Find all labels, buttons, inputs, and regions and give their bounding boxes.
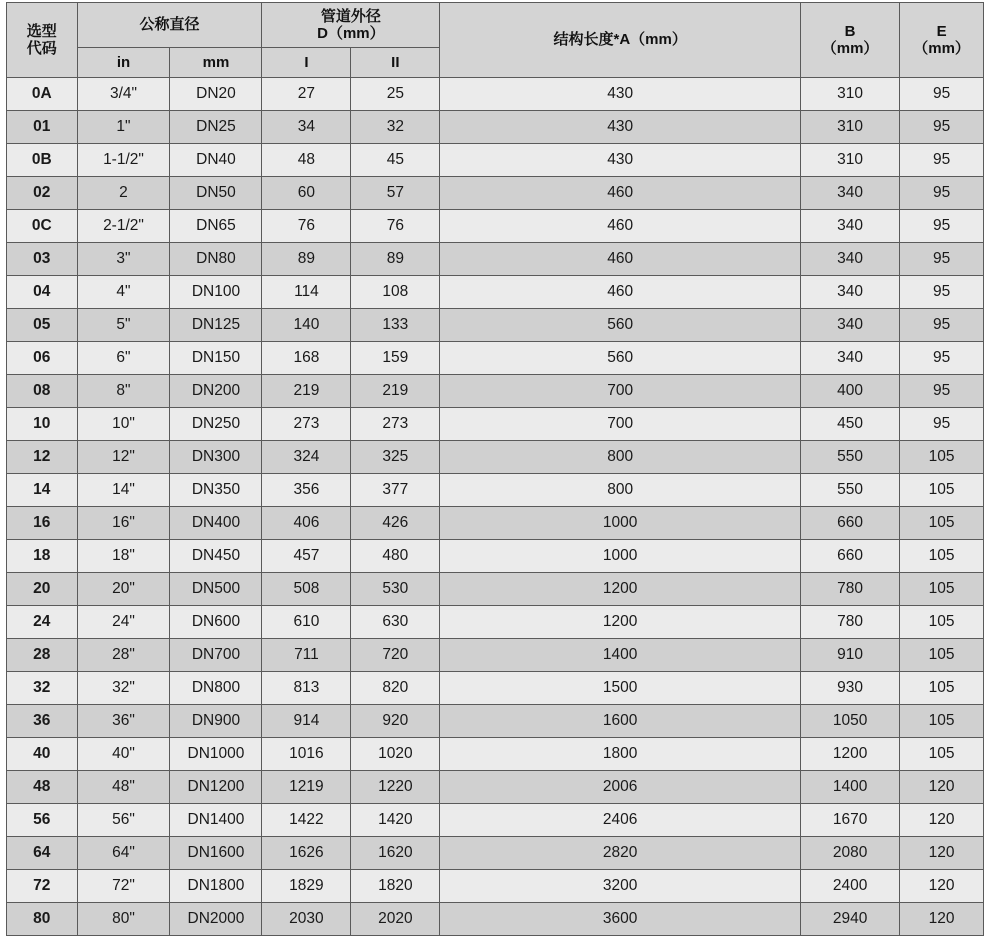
cell-pipe-od-ii: 530: [351, 573, 440, 606]
header-b-line1: B: [844, 22, 856, 40]
cell-nominal-in: 48": [77, 771, 170, 804]
cell-pipe-od-ii: 325: [351, 441, 440, 474]
cell-structural-length: 1200: [440, 573, 801, 606]
cell-e: 95: [900, 342, 984, 375]
cell-structural-length: 800: [440, 441, 801, 474]
table-row: [7, 243, 984, 276]
cell-nominal-in: 10": [77, 408, 170, 441]
cell-code: 0C: [7, 210, 78, 243]
cell-pipe-od-ii: 630: [351, 606, 440, 639]
table-row: [7, 771, 984, 804]
cell-b: 780: [801, 573, 900, 606]
cell-code: 0B: [7, 144, 78, 177]
cell-nominal-mm: DN250: [170, 408, 262, 441]
cell-nominal-in: 8": [77, 375, 170, 408]
cell-pipe-od-ii: 2020: [351, 903, 440, 936]
cell-b: 340: [801, 276, 900, 309]
cell-b: 340: [801, 210, 900, 243]
cell-pipe-od-i: 27: [262, 78, 351, 111]
cell-structural-length: 2006: [440, 771, 801, 804]
cell-structural-length: 800: [440, 474, 801, 507]
cell-pipe-od-ii: 57: [351, 177, 440, 210]
cell-e: 95: [900, 309, 984, 342]
cell-pipe-od-i: 1829: [262, 870, 351, 903]
cell-nominal-mm: DN350: [170, 474, 262, 507]
cell-pipe-od-i: 711: [262, 639, 351, 672]
cell-e: 95: [900, 375, 984, 408]
cell-b: 2400: [801, 870, 900, 903]
cell-pipe-od-ii: 45: [351, 144, 440, 177]
cell-structural-length: 700: [440, 408, 801, 441]
cell-nominal-in: 32": [77, 672, 170, 705]
cell-nominal-mm: DN1800: [170, 870, 262, 903]
cell-pipe-od-ii: 1420: [351, 804, 440, 837]
cell-pipe-od-ii: 1820: [351, 870, 440, 903]
cell-code: 36: [7, 705, 78, 738]
cell-pipe-od-ii: 426: [351, 507, 440, 540]
cell-code: 72: [7, 870, 78, 903]
cell-nominal-in: 2-1/2": [77, 210, 170, 243]
cell-pipe-od-ii: 920: [351, 705, 440, 738]
cell-structural-length: 460: [440, 276, 801, 309]
cell-pipe-od-ii: 159: [351, 342, 440, 375]
cell-pipe-od-ii: 89: [351, 243, 440, 276]
table-row: [7, 804, 984, 837]
cell-b: 1200: [801, 738, 900, 771]
header-pipe-od-ii: II: [351, 48, 440, 78]
table-body: [7, 78, 984, 936]
cell-e: 95: [900, 177, 984, 210]
cell-structural-length: 1400: [440, 639, 801, 672]
cell-structural-length: 700: [440, 375, 801, 408]
cell-code: 28: [7, 639, 78, 672]
cell-b: 400: [801, 375, 900, 408]
cell-nominal-in: 36": [77, 705, 170, 738]
cell-code: 24: [7, 606, 78, 639]
cell-e: 95: [900, 78, 984, 111]
cell-pipe-od-i: 610: [262, 606, 351, 639]
cell-e: 95: [900, 111, 984, 144]
cell-structural-length: 2406: [440, 804, 801, 837]
cell-b: 910: [801, 639, 900, 672]
table-row: [7, 474, 984, 507]
cell-pipe-od-i: 219: [262, 375, 351, 408]
table-row: [7, 540, 984, 573]
cell-structural-length: 3600: [440, 903, 801, 936]
cell-code: 03: [7, 243, 78, 276]
header-nominal-mm: mm: [170, 48, 262, 78]
cell-pipe-od-i: 140: [262, 309, 351, 342]
cell-e: 105: [900, 672, 984, 705]
cell-nominal-mm: DN500: [170, 573, 262, 606]
table-row: [7, 606, 984, 639]
header-b: [801, 3, 900, 78]
cell-nominal-in: 16": [77, 507, 170, 540]
cell-nominal-in: 72": [77, 870, 170, 903]
cell-pipe-od-i: 914: [262, 705, 351, 738]
cell-pipe-od-i: 34: [262, 111, 351, 144]
cell-code: 56: [7, 804, 78, 837]
cell-code: 16: [7, 507, 78, 540]
cell-code: 05: [7, 309, 78, 342]
cell-b: 780: [801, 606, 900, 639]
cell-nominal-in: 4": [77, 276, 170, 309]
cell-pipe-od-i: 76: [262, 210, 351, 243]
cell-pipe-od-ii: 377: [351, 474, 440, 507]
table-row: [7, 573, 984, 606]
cell-pipe-od-i: 1422: [262, 804, 351, 837]
cell-pipe-od-i: 48: [262, 144, 351, 177]
cell-pipe-od-ii: 720: [351, 639, 440, 672]
cell-e: 105: [900, 705, 984, 738]
cell-b: 310: [801, 111, 900, 144]
cell-nominal-in: 12": [77, 441, 170, 474]
cell-code: 0A: [7, 78, 78, 111]
cell-b: 550: [801, 441, 900, 474]
cell-b: 930: [801, 672, 900, 705]
cell-nominal-mm: DN600: [170, 606, 262, 639]
cell-pipe-od-i: 273: [262, 408, 351, 441]
cell-nominal-mm: DN800: [170, 672, 262, 705]
cell-nominal-in: 1-1/2": [77, 144, 170, 177]
cell-b: 310: [801, 144, 900, 177]
cell-nominal-mm: DN450: [170, 540, 262, 573]
table-row: [7, 507, 984, 540]
header-pipe-od-line1: 管道外径: [320, 7, 381, 25]
cell-structural-length: 2820: [440, 837, 801, 870]
header-nominal-in: in: [77, 48, 170, 78]
table-row: [7, 210, 984, 243]
table-row: [7, 639, 984, 672]
header-e-line2: （mm）: [913, 40, 970, 57]
cell-structural-length: 1800: [440, 738, 801, 771]
cell-pipe-od-i: 1016: [262, 738, 351, 771]
cell-pipe-od-i: 114: [262, 276, 351, 309]
cell-pipe-od-i: 1626: [262, 837, 351, 870]
cell-pipe-od-i: 356: [262, 474, 351, 507]
cell-nominal-mm: DN900: [170, 705, 262, 738]
cell-structural-length: 1000: [440, 540, 801, 573]
cell-structural-length: 430: [440, 78, 801, 111]
cell-e: 120: [900, 903, 984, 936]
cell-nominal-mm: DN1000: [170, 738, 262, 771]
cell-nominal-mm: DN1600: [170, 837, 262, 870]
cell-pipe-od-ii: 273: [351, 408, 440, 441]
cell-code: 48: [7, 771, 78, 804]
table-row: [7, 903, 984, 936]
cell-nominal-mm: DN1400: [170, 804, 262, 837]
table-row: [7, 837, 984, 870]
cell-structural-length: 430: [440, 144, 801, 177]
cell-nominal-mm: DN20: [170, 78, 262, 111]
cell-e: 105: [900, 474, 984, 507]
cell-e: 120: [900, 870, 984, 903]
cell-pipe-od-i: 89: [262, 243, 351, 276]
cell-b: 340: [801, 342, 900, 375]
cell-b: 340: [801, 309, 900, 342]
cell-nominal-in: 5": [77, 309, 170, 342]
cell-nominal-mm: DN400: [170, 507, 262, 540]
cell-pipe-od-i: 508: [262, 573, 351, 606]
header-selection-code-line1: 选型: [26, 22, 57, 40]
cell-structural-length: 1000: [440, 507, 801, 540]
cell-nominal-mm: DN100: [170, 276, 262, 309]
table-row: [7, 441, 984, 474]
cell-nominal-mm: DN80: [170, 243, 262, 276]
cell-nominal-mm: DN700: [170, 639, 262, 672]
table-row: [7, 177, 984, 210]
cell-nominal-mm: DN2000: [170, 903, 262, 936]
cell-nominal-mm: DN65: [170, 210, 262, 243]
cell-nominal-mm: DN50: [170, 177, 262, 210]
cell-nominal-in: 64": [77, 837, 170, 870]
cell-structural-length: 460: [440, 177, 801, 210]
cell-pipe-od-ii: 76: [351, 210, 440, 243]
header-pipe-outer-diameter: [262, 3, 440, 48]
cell-pipe-od-ii: 133: [351, 309, 440, 342]
cell-nominal-in: 56": [77, 804, 170, 837]
cell-nominal-in: 80": [77, 903, 170, 936]
header-row-top: [7, 3, 984, 48]
cell-pipe-od-ii: 219: [351, 375, 440, 408]
cell-b: 2080: [801, 837, 900, 870]
cell-e: 105: [900, 738, 984, 771]
cell-pipe-od-i: 406: [262, 507, 351, 540]
cell-code: 18: [7, 540, 78, 573]
cell-code: 08: [7, 375, 78, 408]
header-e-line1: E: [936, 22, 947, 40]
table-row: [7, 78, 984, 111]
cell-b: 1400: [801, 771, 900, 804]
cell-pipe-od-ii: 1620: [351, 837, 440, 870]
cell-pipe-od-ii: 1220: [351, 771, 440, 804]
header-b-line2: （mm）: [821, 40, 879, 57]
cell-code: 04: [7, 276, 78, 309]
cell-pipe-od-i: 457: [262, 540, 351, 573]
cell-b: 340: [801, 243, 900, 276]
cell-pipe-od-ii: 32: [351, 111, 440, 144]
table-row: [7, 111, 984, 144]
cell-nominal-in: 14": [77, 474, 170, 507]
cell-e: 95: [900, 243, 984, 276]
cell-pipe-od-i: 2030: [262, 903, 351, 936]
cell-nominal-in: 2: [77, 177, 170, 210]
table-row: [7, 870, 984, 903]
table-row: [7, 375, 984, 408]
cell-b: 450: [801, 408, 900, 441]
cell-nominal-mm: DN300: [170, 441, 262, 474]
cell-structural-length: 560: [440, 342, 801, 375]
cell-e: 105: [900, 441, 984, 474]
cell-pipe-od-i: 324: [262, 441, 351, 474]
cell-b: 1050: [801, 705, 900, 738]
cell-pipe-od-i: 1219: [262, 771, 351, 804]
cell-e: 105: [900, 639, 984, 672]
table-header: [7, 3, 984, 78]
cell-nominal-in: 3": [77, 243, 170, 276]
cell-e: 120: [900, 804, 984, 837]
cell-nominal-in: 1": [77, 111, 170, 144]
header-pipe-od-i: I: [262, 48, 351, 78]
cell-structural-length: 1500: [440, 672, 801, 705]
header-selection-code-line2: 代码: [26, 40, 57, 57]
header-structural-length: 结构长度*A（mm）: [440, 3, 801, 78]
cell-nominal-in: 20": [77, 573, 170, 606]
table-row: [7, 144, 984, 177]
cell-code: 02: [7, 177, 78, 210]
cell-pipe-od-ii: 1020: [351, 738, 440, 771]
table-row: [7, 672, 984, 705]
cell-structural-length: 430: [440, 111, 801, 144]
header-pipe-od-line2: D（mm）: [317, 25, 385, 42]
cell-nominal-mm: DN25: [170, 111, 262, 144]
cell-e: 95: [900, 276, 984, 309]
cell-b: 660: [801, 540, 900, 573]
cell-b: 2940: [801, 903, 900, 936]
cell-nominal-mm: DN40: [170, 144, 262, 177]
cell-nominal-in: 24": [77, 606, 170, 639]
cell-structural-length: 3200: [440, 870, 801, 903]
cell-b: 340: [801, 177, 900, 210]
cell-structural-length: 1200: [440, 606, 801, 639]
cell-nominal-in: 28": [77, 639, 170, 672]
cell-code: 64: [7, 837, 78, 870]
cell-e: 95: [900, 408, 984, 441]
table-row: [7, 408, 984, 441]
cell-structural-length: 460: [440, 210, 801, 243]
header-nominal-diameter: 公称直径: [77, 3, 262, 48]
table-row: [7, 705, 984, 738]
cell-nominal-mm: DN125: [170, 309, 262, 342]
cell-structural-length: 460: [440, 243, 801, 276]
cell-nominal-in: 40": [77, 738, 170, 771]
cell-structural-length: 560: [440, 309, 801, 342]
cell-code: 06: [7, 342, 78, 375]
cell-code: 14: [7, 474, 78, 507]
cell-b: 310: [801, 78, 900, 111]
cell-b: 1670: [801, 804, 900, 837]
cell-e: 105: [900, 573, 984, 606]
cell-pipe-od-ii: 25: [351, 78, 440, 111]
cell-pipe-od-ii: 480: [351, 540, 440, 573]
cell-structural-length: 1600: [440, 705, 801, 738]
cell-e: 95: [900, 210, 984, 243]
cell-nominal-mm: DN200: [170, 375, 262, 408]
cell-b: 660: [801, 507, 900, 540]
cell-nominal-mm: DN150: [170, 342, 262, 375]
header-selection-code: [7, 3, 78, 78]
cell-b: 550: [801, 474, 900, 507]
cell-code: 80: [7, 903, 78, 936]
table-row: [7, 342, 984, 375]
cell-nominal-mm: DN1200: [170, 771, 262, 804]
cell-e: 105: [900, 540, 984, 573]
cell-pipe-od-i: 168: [262, 342, 351, 375]
table-row: [7, 309, 984, 342]
cell-code: 32: [7, 672, 78, 705]
cell-pipe-od-ii: 820: [351, 672, 440, 705]
specification-table: [6, 2, 984, 936]
cell-pipe-od-i: 813: [262, 672, 351, 705]
cell-nominal-in: 18": [77, 540, 170, 573]
cell-nominal-in: 6": [77, 342, 170, 375]
cell-code: 10: [7, 408, 78, 441]
cell-e: 105: [900, 606, 984, 639]
cell-code: 12: [7, 441, 78, 474]
cell-code: 20: [7, 573, 78, 606]
table-row: [7, 738, 984, 771]
cell-e: 120: [900, 837, 984, 870]
table-row: [7, 276, 984, 309]
header-e: [900, 3, 984, 78]
cell-pipe-od-ii: 108: [351, 276, 440, 309]
cell-e: 95: [900, 144, 984, 177]
cell-nominal-in: 3/4": [77, 78, 170, 111]
cell-pipe-od-i: 60: [262, 177, 351, 210]
cell-code: 40: [7, 738, 78, 771]
cell-e: 120: [900, 771, 984, 804]
cell-code: 01: [7, 111, 78, 144]
cell-e: 105: [900, 507, 984, 540]
